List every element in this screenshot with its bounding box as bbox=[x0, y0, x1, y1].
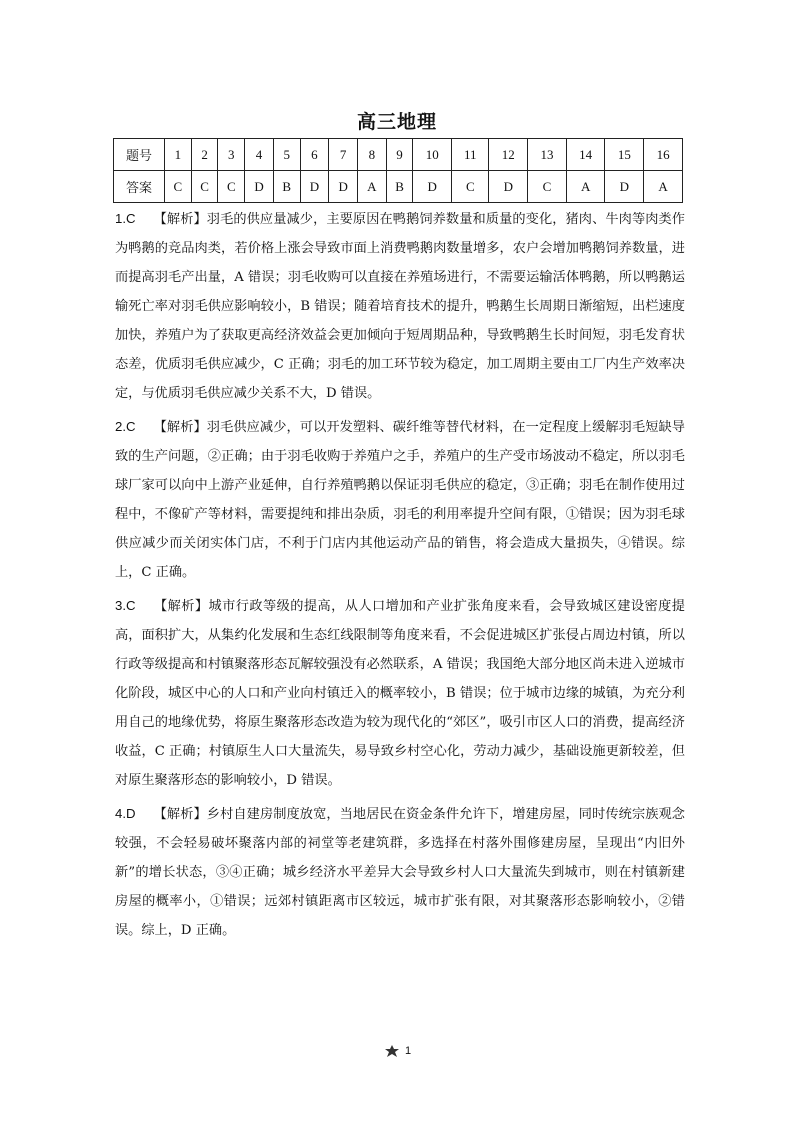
question-number-cell: 7 bbox=[329, 139, 358, 171]
answer-cell: C bbox=[528, 171, 567, 203]
question-number-cell: 8 bbox=[357, 139, 386, 171]
explanation-paragraph bbox=[115, 591, 685, 795]
question-number-cell: 5 bbox=[273, 139, 300, 171]
answer-cell: A bbox=[566, 171, 605, 203]
number-header: 题号 bbox=[114, 139, 165, 171]
answer-cell: A bbox=[357, 171, 386, 203]
explanation-paragraph bbox=[115, 204, 685, 408]
answer-cell: D bbox=[413, 171, 452, 203]
page-number: 1 bbox=[404, 1044, 412, 1057]
question-number-cell: 12 bbox=[489, 139, 528, 171]
answer-row bbox=[114, 171, 683, 203]
answer-cell: D bbox=[245, 171, 274, 203]
question-label: 3.C bbox=[115, 598, 136, 613]
page-title: 高三地理 bbox=[356, 111, 437, 133]
question-label: 1.C bbox=[115, 211, 136, 226]
page-footer bbox=[0, 1044, 794, 1058]
question-number-cell: 9 bbox=[386, 139, 413, 171]
logo-icon bbox=[383, 1044, 401, 1058]
explanation-paragraph bbox=[115, 412, 685, 587]
question-number-cell: 6 bbox=[300, 139, 329, 171]
question-number-cell: 13 bbox=[528, 139, 567, 171]
question-number-cell: 3 bbox=[218, 139, 245, 171]
explanation-text: 【解析】城市行政等级的提高，从人口增加和产业扩张角度来看，会导致城区建设密度提高，面积扩大，从集约化发展和生态红线限制等角度来看，不会促进城区扩张侵占周边村镇，所以行政等级提高和村镇聚落形态瓦解较强没有必然联系，A 错误；我国绝大部分地区尚未进入逆城市化阶段，城区中心的人口和产业向村镇迁入的概率较小，B 错误；位于城市边缘的城镇，为充分利用自己的地缘优势，将原生聚落形态改造为较为现代化的“郊区”，吸引市区人口的消费，提高经济收益，C 正确；村镇原生人口大量流失，易导致乡村空心化，劳动力减少，基础设施更新较差，但对原生聚落形态的影响较小，D 错误。 bbox=[115, 599, 685, 788]
number-row bbox=[114, 139, 683, 171]
explanations bbox=[115, 204, 685, 949]
question-number-cell: 16 bbox=[644, 139, 683, 171]
answer-cell: B bbox=[273, 171, 300, 203]
answer-cell: C bbox=[165, 171, 192, 203]
explanation-text: 【解析】羽毛的供应量减少，主要原因在鸭鹅饲养数量和质量的变化，猪肉、牛肉等肉类作为鸭鹅的竞品肉类，若价格上涨会导致市面上消费鸭鹅肉数量增多，农户会增加鸭鹅饲养数量，进而提高羽毛产出量，A 错误；羽毛收购可以直接在养殖场进行，不需要运输活体鸭鹅，所以鸭鹅运输死亡率对羽毛供应影响较小，B 错误；随着培育技术的提升，鸭鹅生长周期日渐缩短，出栏速度加快，养殖户为了获取更高经济效益会更加倾向于短周期品种，导致鸭鹅生长时间短，羽毛发育状态差，优质羽毛供应减少，C 正确；羽毛的加工环节较为稳定，加工周期主要由工厂内生产效率决定，与优质羽毛供应减少关系不大，D 错误。 bbox=[115, 212, 685, 401]
answer-cell: C bbox=[218, 171, 245, 203]
explanation-text: 【解析】乡村自建房制度放宽，当地居民在资金条件允许下，增建房屋，同时传统宗族观念较强，不会轻易破坏聚落内部的祠堂等老建筑群，多选择在村落外围修建房屋，呈现出“内旧外新”的增长状态，③④正确；城乡经济水平差异大会导致乡村人口大量流失到城市，则在村镇新建房屋的概率小，①错误；远郊村镇距离市区较远，城市扩张有限，对其聚落形态影响较小，②错误。综上，D 正确。 bbox=[115, 807, 685, 938]
question-number-cell: 1 bbox=[165, 139, 192, 171]
question-number-cell: 4 bbox=[245, 139, 274, 171]
question-number-cell: 15 bbox=[605, 139, 644, 171]
answer-table bbox=[113, 138, 683, 203]
question-number-cell: 14 bbox=[566, 139, 605, 171]
answer-cell: D bbox=[489, 171, 528, 203]
question-number-cell: 11 bbox=[452, 139, 489, 171]
answer-cell: D bbox=[300, 171, 329, 203]
answer-cell: C bbox=[452, 171, 489, 203]
answer-cell: B bbox=[386, 171, 413, 203]
answer-cell: C bbox=[191, 171, 218, 203]
question-label: 4.D bbox=[115, 806, 136, 821]
answer-cell: D bbox=[605, 171, 644, 203]
answer-cell: A bbox=[644, 171, 683, 203]
answer-header: 答案 bbox=[114, 171, 165, 203]
question-number-cell: 2 bbox=[191, 139, 218, 171]
answer-cell: D bbox=[329, 171, 358, 203]
question-label: 2.C bbox=[115, 419, 136, 434]
explanation-paragraph bbox=[115, 799, 685, 945]
question-number-cell: 10 bbox=[413, 139, 452, 171]
explanation-text: 【解析】羽毛供应减少，可以开发塑料、碳纤维等替代材料，在一定程度上缓解羽毛短缺导致的生产问题，②正确；由于羽毛收购于养殖户之手，养殖户的生产受市场波动不稳定，所以羽毛球厂家可以向中上游产业延伸，自行养殖鸭鹅以保证羽毛供应的稳定，③正确；羽毛在制作使用过程中，不像矿产等材料，需要提纯和排出杂质，羽毛的利用率提升空间有限，①错误；因为羽毛球供应减少而关闭实体门店，不利于门店内其他运动产品的销售，将会造成大量损失，④错误。综上，C 正确。 bbox=[115, 420, 685, 580]
